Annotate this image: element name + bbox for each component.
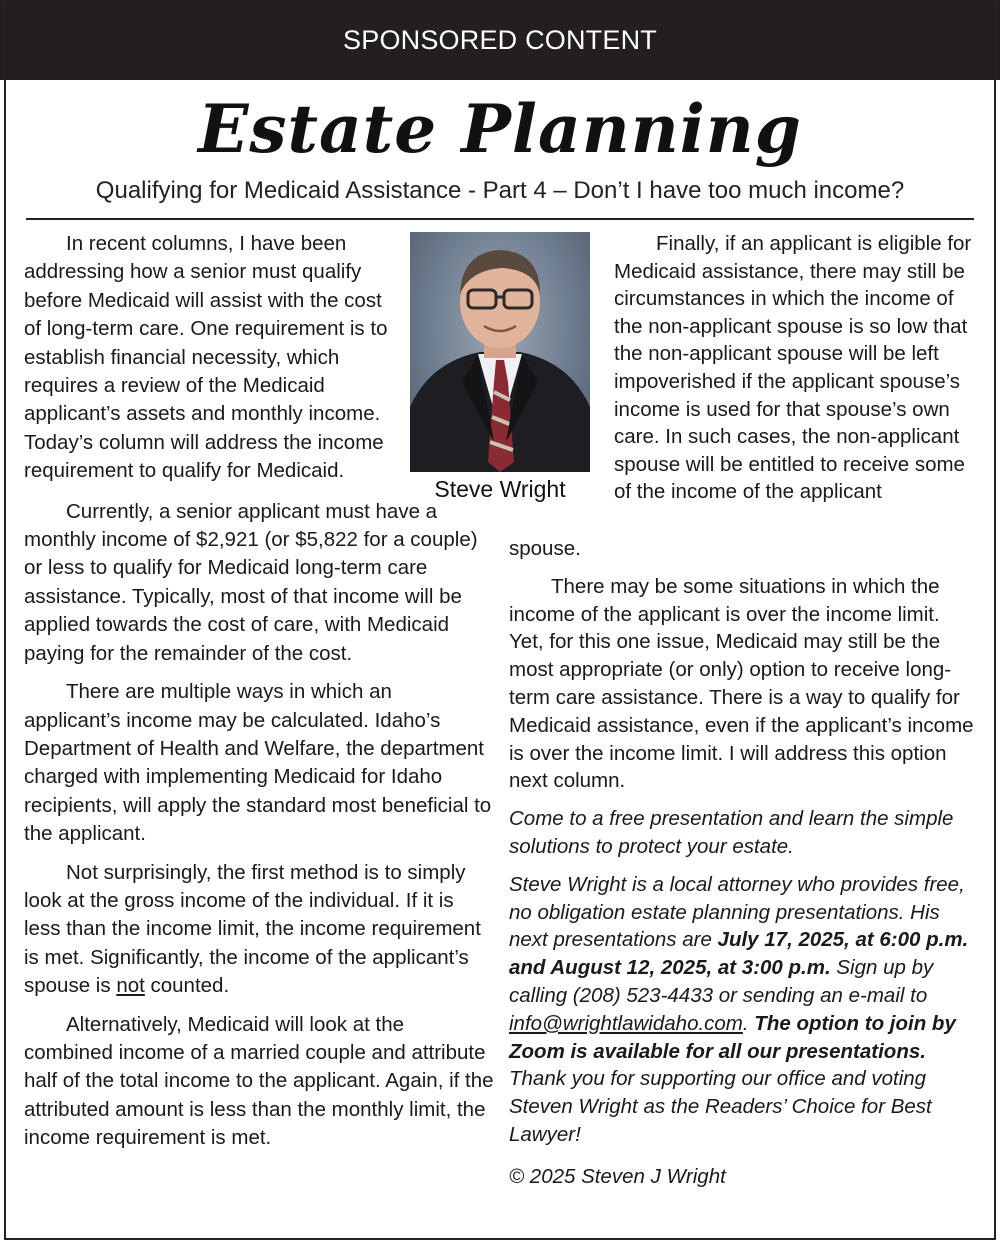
author-bio xyxy=(509,871,979,1149)
emphasis-not: not xyxy=(116,974,145,998)
presentation-invite: Come to a free presentation and learn the simple solutions to protect your estate. xyxy=(509,807,954,858)
left-paragraph-4-start: Not surprisingly, the first method is to simply look at the gross income of the individual. If it is less than the income limit, the income requirement is met. Significantly, the income of the applicant’s spouse is xyxy=(24,860,481,998)
title-divider xyxy=(26,218,974,220)
copyright: © 2025 Steven J Wright xyxy=(509,1164,726,1188)
right-paragraph-1-end: spouse. xyxy=(509,537,581,560)
left-paragraph-2: Currently, a senior applicant must have a monthly income of $2,921 (or $5,822 for a couple) or less to qualify for Medicaid long-term care assistance. Typically, most of that income will be applied towards the cost of care, with Medicaid paying for the remainder of the cost. xyxy=(24,499,478,665)
left-column xyxy=(24,230,494,1153)
page-title: Estate Planning xyxy=(198,90,802,168)
bio-signup: Sign up by calling (208) 523-4433 or sending an e-mail to xyxy=(509,956,934,1007)
author-caption: Steve Wright xyxy=(434,476,566,502)
right-column-top xyxy=(614,230,974,506)
left-paragraph-3: There are multiple ways in which an applicant’s income may be calculated. Idaho’s Department of Health and Welfare, the department charged with implementing Medicaid for Idaho recipients, will apply the standard most beneficial to the applicant. xyxy=(24,680,492,846)
subtitle: Qualifying for Medicaid Assistance - Part 4 – Don’t I have too much income? xyxy=(95,177,905,204)
left-paragraph-1: In recent columns, I have been addressing how a senior must qualify before Medicaid will assist with the cost of long-term care. One requirement is to establish financial necessity, which requires a review of the Medicaid applicant’s assets and monthly income. Today’s column will address the income requirement to qualify for Medicaid. xyxy=(24,232,388,483)
right-column xyxy=(509,535,979,1191)
bio-period: . xyxy=(742,1011,755,1035)
bio-thanks: Thank you for supporting our office and voting Steven Wright as the Readers’ Choice for Best Lawyer! xyxy=(509,1067,932,1146)
left-paragraph-4-end: counted. xyxy=(144,974,230,998)
sponsored-banner: SPONSORED CONTENT xyxy=(0,0,1000,80)
bio-intro: Steve Wright is a local attorney who provides free, no obligation estate planning presentations. His next presentations are xyxy=(509,872,965,952)
left-paragraph-4 xyxy=(24,859,494,1001)
right-paragraph-2: There may be some situations in which the income of the applicant is over the income limit. Yet, for this one issue, Medicaid may still be the most appropriate (or only) option to receive long-term care assistance. There is a way to qualify for Medicaid assistance, even if the applicant’s income is over the income limit. I will address this option next column. xyxy=(509,574,974,793)
presentation-dates: July 17, 2025, at 6:00 p.m. and August 12, 2025, at 3:00 p.m. xyxy=(509,928,969,980)
zoom-option: The option to join by Zoom is available for all our presentations. xyxy=(509,1011,956,1063)
left-paragraph-5: Alternatively, Medicaid will look at the combined income of a married couple and attribute half of the total income to the applicant. Again, if the attributed amount is less than the monthly limit, the income requirement is met. xyxy=(24,1012,494,1150)
email-link[interactable]: info@wrightlawidaho.com xyxy=(509,1011,743,1035)
right-paragraph-1: Finally, if an applicant is eligible for Medicaid assistance, there may still be circumstances in which the income of the non-applicant spouse is so low that the non-applicant spouse will be left impoverished if the applicant spouse’s income is used for that spouse’s own care. In such cases, the non-applicant spouse will be entitled to receive some of the income of the applicant xyxy=(614,232,972,504)
